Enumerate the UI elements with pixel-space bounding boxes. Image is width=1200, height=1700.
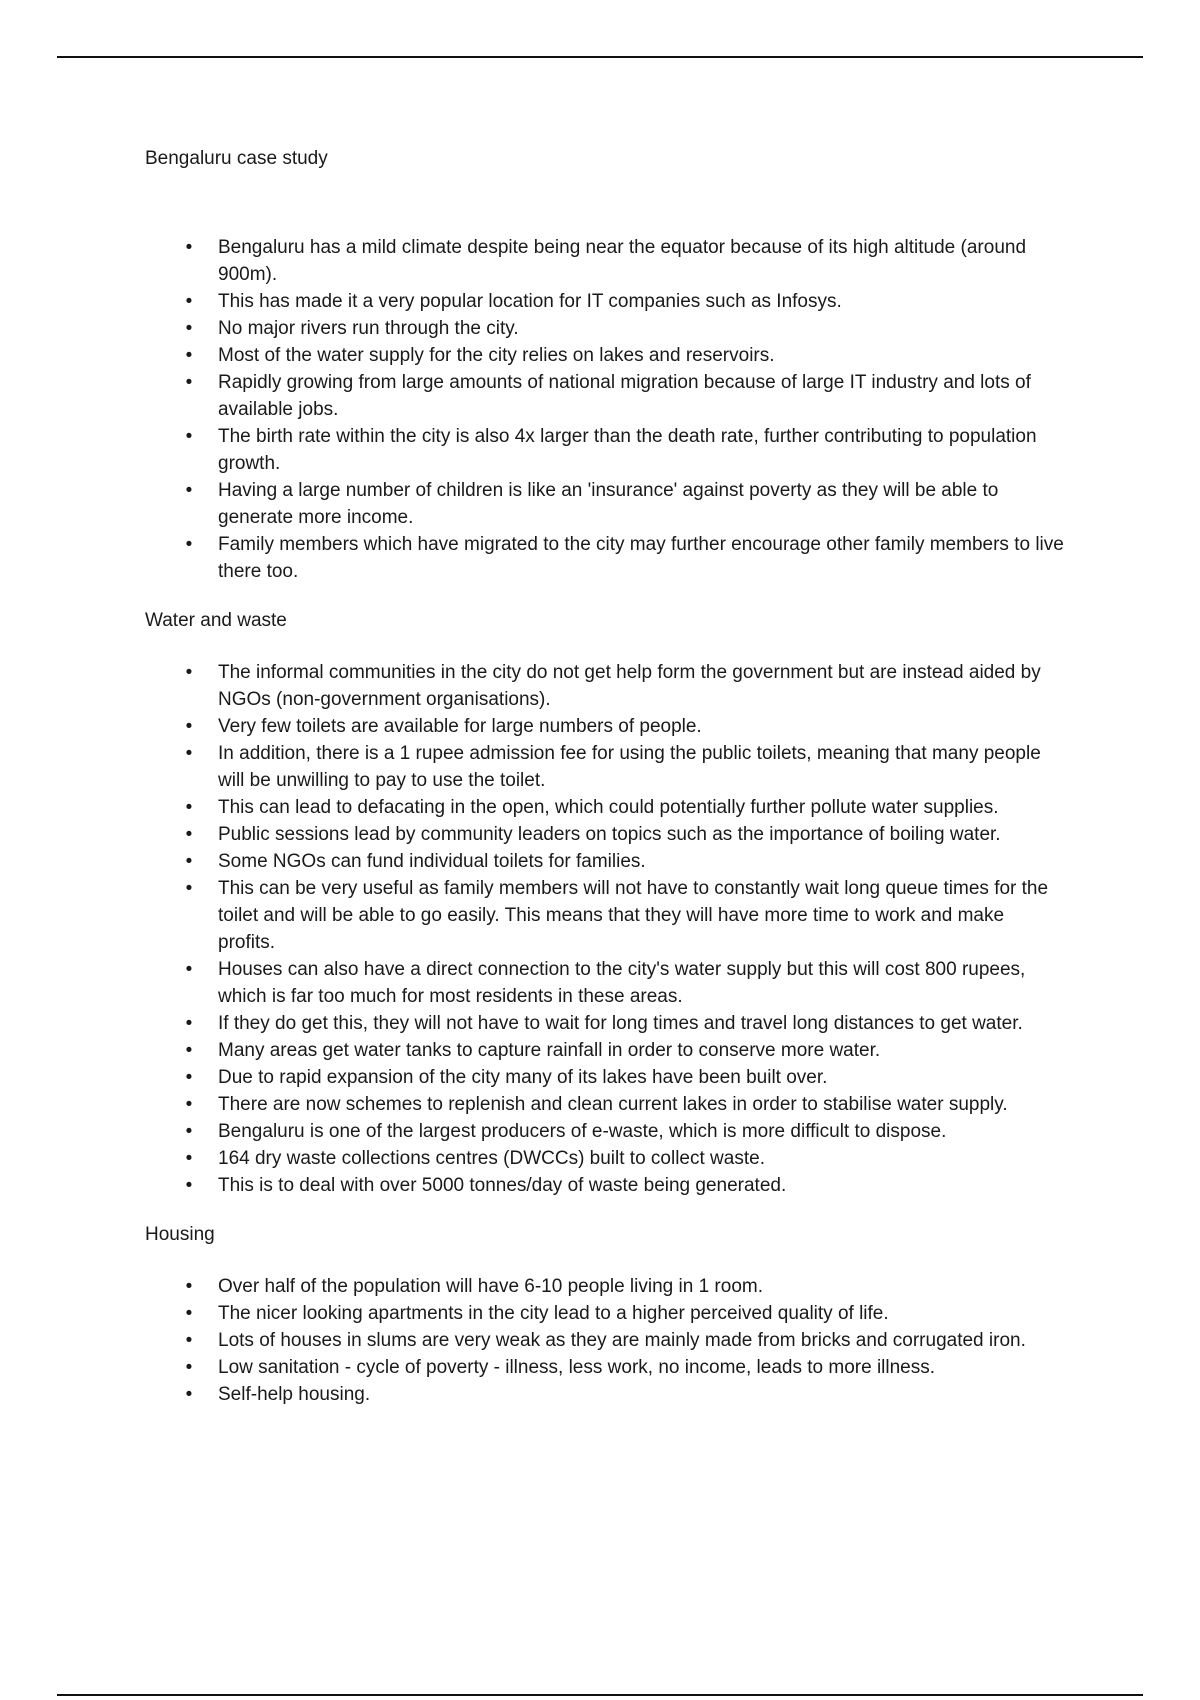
document-title: Bengaluru case study	[145, 148, 328, 169]
bullet-icon: •	[185, 1303, 193, 1324]
list-item: • The nicer looking apartments in the city lead to a higher perceived quality of life.	[145, 1300, 1065, 1327]
bullet-icon: •	[185, 1330, 193, 1351]
list-item: • Over half of the population will have 6-10 people living in 1 room.	[145, 1273, 1065, 1300]
list-item: • No major rivers run through the city.	[145, 315, 1065, 342]
bullet-icon: •	[185, 291, 193, 312]
bullet-icon: •	[185, 480, 193, 501]
bullet-icon: •	[185, 1067, 193, 1088]
list-item: • Bengaluru has a mild climate despite being near the equator because of its high altitude (around 900m).	[145, 234, 1065, 288]
bottom-rule	[57, 1694, 1143, 1696]
list-item: • Lots of houses in slums are very weak as they are mainly made from bricks and corrugated iron.	[145, 1327, 1065, 1354]
bullet-icon: •	[185, 797, 193, 818]
list-item: • Low sanitation - cycle of poverty - illness, less work, no income, leads to more illness.	[145, 1354, 1065, 1381]
bullet-icon: •	[185, 372, 193, 393]
bullet-icon: •	[185, 237, 193, 258]
bullet-icon: •	[185, 318, 193, 339]
list-item: • Very few toilets are available for large numbers of people.	[145, 713, 1065, 740]
list-item: • Bengaluru is one of the largest producers of e-waste, which is more difficult to dispose.	[145, 1118, 1065, 1145]
bullet-icon: •	[185, 1357, 193, 1378]
document-body	[145, 145, 1065, 1408]
list-item: • This can lead to defacating in the open, which could potentially further pollute water supplies.	[145, 794, 1065, 821]
list-item: • 164 dry waste collections centres (DWCCs) built to collect waste.	[145, 1145, 1065, 1172]
bullet-icon: •	[185, 1175, 193, 1196]
list-item: • This is to deal with over 5000 tonnes/day of waste being generated.	[145, 1172, 1065, 1199]
bullet-icon: •	[185, 1013, 193, 1034]
list-item: • Rapidly growing from large amounts of national migration because of large IT industry and lots of available jobs.	[145, 369, 1065, 423]
list-item: • The birth rate within the city is also 4x larger than the death rate, further contributing to population growth.	[145, 423, 1065, 477]
list-item: • The informal communities in the city do not get help form the government but are instead aided by NGOs (non-government organisations).	[145, 659, 1065, 713]
list-item: • Houses can also have a direct connection to the city's water supply but this will cost 800 rupees, which is far too much for most residents in these areas.	[145, 956, 1065, 1010]
list-item: • Family members which have migrated to the city may further encourage other family members to live there too.	[145, 531, 1065, 585]
bullet-icon: •	[185, 1384, 193, 1405]
bullet-icon: •	[185, 743, 193, 764]
list-item: • Most of the water supply for the city relies on lakes and reservoirs.	[145, 342, 1065, 369]
housing-heading: Housing	[145, 1224, 215, 1245]
bullet-icon: •	[185, 716, 193, 737]
list-item: • Having a large number of children is like an 'insurance' against poverty as they will be able to generate more income.	[145, 477, 1065, 531]
water-waste-heading: Water and waste	[145, 610, 287, 631]
list-item: • Public sessions lead by community leaders on topics such as the importance of boiling water.	[145, 821, 1065, 848]
bullet-icon: •	[185, 345, 193, 366]
list-item: • There are now schemes to replenish and clean current lakes in order to stabilise water supply.	[145, 1091, 1065, 1118]
list-item: • This has made it a very popular location for IT companies such as Infosys.	[145, 288, 1065, 315]
list-item: • In addition, there is a 1 rupee admission fee for using the public toilets, meaning that many people will be unwilling to pay to use the toilet.	[145, 740, 1065, 794]
bullet-icon: •	[185, 851, 193, 872]
bullet-icon: •	[185, 1094, 193, 1115]
list-item: • Many areas get water tanks to capture rainfall in order to conserve more water.	[145, 1037, 1065, 1064]
bullet-icon: •	[185, 878, 193, 899]
list-item: • Due to rapid expansion of the city many of its lakes have been built over.	[145, 1064, 1065, 1091]
list-item: • If they do get this, they will not have to wait for long times and travel long distances to get water.	[145, 1010, 1065, 1037]
bullet-icon: •	[185, 1040, 193, 1061]
water-bullet-list	[145, 659, 1065, 1199]
bullet-icon: •	[185, 426, 193, 447]
list-item: • Some NGOs can fund individual toilets for families.	[145, 848, 1065, 875]
housing-bullet-list	[145, 1273, 1065, 1408]
bullet-icon: •	[185, 662, 193, 683]
intro-bullet-list	[145, 234, 1065, 585]
bullet-icon: •	[185, 824, 193, 845]
top-rule	[57, 56, 1143, 58]
bullet-icon: •	[185, 1148, 193, 1169]
bullet-icon: •	[185, 1276, 193, 1297]
bullet-icon: •	[185, 1121, 193, 1142]
bullet-icon: •	[185, 534, 193, 555]
list-item: • This can be very useful as family members will not have to constantly wait long queue times for the toilet and will be able to go easily. This means that they will have more time to work and make profits.	[145, 875, 1065, 956]
bullet-icon: •	[185, 959, 193, 980]
list-item: • Self-help housing.	[145, 1381, 1065, 1408]
